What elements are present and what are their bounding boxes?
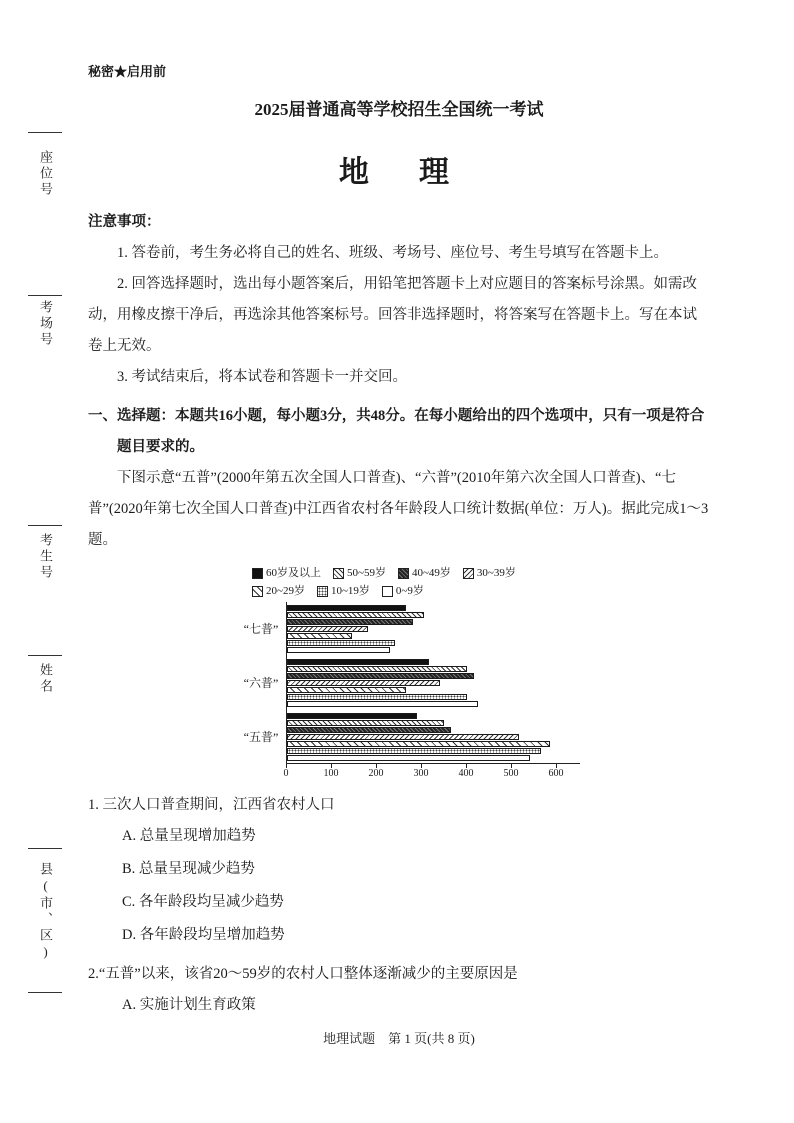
chart-bar (287, 701, 478, 707)
question-stem (88, 959, 710, 990)
chart-bar (287, 619, 413, 625)
chart-bar (287, 727, 451, 733)
seal-label-name: 姓名 (38, 663, 53, 695)
axis-tick-label: 400 (458, 768, 474, 779)
seal-line (28, 992, 62, 993)
bar-group (243, 659, 580, 707)
chart-axis (283, 764, 586, 782)
page-footer: 地理试题 第 1 页(共 8 页) (323, 1031, 475, 1046)
legend-label: 30~39岁 (476, 567, 516, 579)
chart-group-label: “五普” (243, 730, 279, 744)
chart-bar (287, 633, 352, 639)
exam-content (88, 50, 710, 1023)
question-stem (88, 790, 710, 821)
chart-bar (287, 605, 406, 611)
legend-label: 0~9岁 (395, 585, 424, 597)
chart-group-label: “七普” (243, 622, 279, 636)
seal-line (28, 848, 62, 849)
seal-line (28, 295, 62, 296)
legend-item (463, 566, 516, 580)
axis-tick-label: 200 (368, 768, 384, 779)
legend-marker-icon (398, 568, 409, 579)
question-stem-text: 三次人口普查期间，江西省农村人口 (102, 797, 335, 813)
legend-marker-icon (252, 586, 263, 597)
chart-bar (287, 720, 444, 726)
legend-row (252, 566, 618, 580)
chart-bar (287, 626, 368, 632)
chart-bar (287, 748, 541, 754)
chart-bar (287, 640, 395, 646)
legend-marker-icon (463, 568, 474, 579)
legend-marker-icon (333, 568, 344, 579)
seal-line (28, 655, 62, 656)
legend-label: 60岁及以上 (266, 567, 321, 579)
axis-tick-label: 500 (503, 768, 519, 779)
bar-group (243, 713, 580, 761)
legend-marker-icon (252, 568, 263, 579)
legend-marker-icon (382, 586, 393, 597)
chart-legend (238, 566, 618, 598)
legend-item (382, 584, 424, 598)
legend-row (252, 584, 618, 598)
chart-bar (287, 647, 390, 653)
legend-item (252, 566, 321, 580)
legend-item (252, 584, 305, 598)
notice-heading: 注意事项： (88, 214, 161, 230)
question-1 (88, 790, 710, 951)
question-2 (88, 959, 710, 1021)
chart-bar (287, 659, 429, 665)
option-a: A. 实施计划生育政策 (122, 997, 256, 1013)
exam-title: 2025届普通高等学校招生全国统一考试 (254, 100, 544, 119)
legend-label: 40~49岁 (411, 567, 451, 579)
seal-line (28, 132, 62, 133)
notice-item-3: 3. 考试结束后，将本试卷和答题卡一并交回。 (117, 369, 407, 385)
notice-item-1: 1. 答卷前，考生务必将自己的姓名、班级、考场号、座位号、考生号填写在答题卡上。 (117, 245, 668, 261)
classification-label: 秘密★启用前 (88, 64, 167, 79)
chart-plot (243, 602, 580, 764)
question-group-intro: 下图示意“五普”(2000年第五次全国人口普查)、“六普”(2010年第六次全国人口普查)、“七普”(2020年第七次全国人口普查)中江西省农村各年龄段人口统计数据(单位：万人)。据此完成1～3题。 (88, 470, 709, 548)
chart-group-label: “六普” (243, 676, 279, 690)
seal-label-room-number: 考场号 (38, 300, 53, 348)
axis-tick-label: 600 (548, 768, 564, 779)
question-number: 2. (88, 966, 99, 982)
chart-bar (287, 755, 530, 761)
seal-label-candidate-number: 考生号 (38, 533, 53, 581)
population-chart (238, 566, 618, 782)
question-stem-text: “五普”以来，该省20～59岁的农村人口整体逐渐减少的主要原因是 (98, 966, 518, 982)
chart-bar (287, 713, 417, 719)
legend-label: 50~59岁 (347, 567, 386, 579)
option-c: C. 各年龄段均呈减少趋势 (122, 894, 284, 910)
section-heading: 一、选择题：本题共16小题，每小题3分，共48分。在每小题给出的四个选项中，只有一项是符合题目要求的。 (88, 408, 705, 455)
chart-bar (287, 680, 440, 686)
option-b: B. 总量呈现减少趋势 (122, 861, 255, 877)
chart-bar (287, 673, 474, 679)
axis-tick-label: 0 (283, 768, 289, 779)
seal-label-county: 县(市、区) (38, 862, 53, 962)
chart-bar (287, 741, 550, 747)
subject-title: 地 理 (339, 156, 459, 189)
notice-item-2: 2. 回答选择题时，选出每小题答案后，用铅笔把答题卡上对应题目的答案标号涂黑。如需改动，用橡皮擦干净后，再选涂其他答案标号。回答非选择题时，将答案写在答题卡上。写在本试卷上无效。 (88, 276, 697, 354)
question-number: 1. (88, 797, 99, 813)
legend-label: 10~19岁 (330, 585, 370, 597)
legend-marker-icon (317, 586, 328, 597)
chart-bar (287, 734, 519, 740)
option-d: D. 各年龄段均呈增加趋势 (122, 927, 285, 943)
chart-bar (287, 612, 424, 618)
legend-label: 20~29岁 (266, 585, 305, 597)
chart-bar (287, 666, 467, 672)
seal-label-seat-number: 座位号 (38, 150, 53, 198)
legend-item (317, 584, 370, 598)
legend-item (398, 566, 451, 580)
seal-line (28, 525, 62, 526)
chart-bar (287, 687, 406, 693)
chart-bar (287, 694, 467, 700)
legend-item (333, 566, 386, 580)
axis-tick-label: 100 (323, 768, 339, 779)
axis-tick-label: 300 (413, 768, 429, 779)
bar-group (243, 605, 580, 653)
option-a: A. 总量呈现增加趋势 (122, 828, 256, 844)
